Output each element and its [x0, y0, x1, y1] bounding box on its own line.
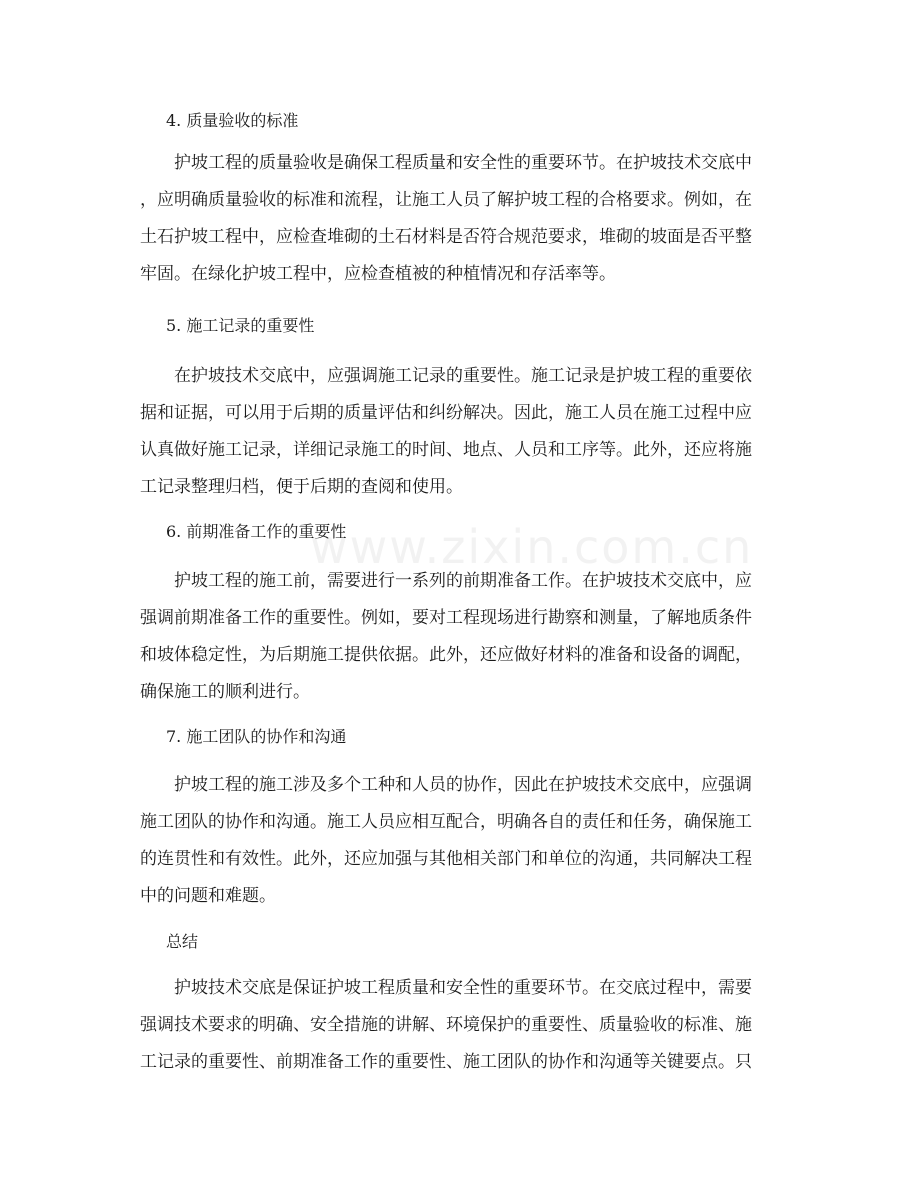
watermark: www.zixin.com.cn — [310, 520, 754, 574]
paragraph-line: 的连贯性和有效性。此外，还应加强与其他相关部门和单位的沟通，共同解决工程 — [140, 849, 752, 869]
paragraph-line: 中的问题和难题。 — [140, 886, 276, 906]
section-paragraph-7 — [140, 767, 790, 915]
section-heading-4: 4. 质量验收的标准 — [166, 111, 299, 130]
paragraph-line: 强调技术要求的明确、安全措施的讲解、环境保护的重要性、质量验收的标准、施 — [140, 1015, 752, 1035]
section-heading-7: 7. 施工团队的协作和沟通 — [166, 727, 347, 746]
section-heading-5: 5. 施工记录的重要性 — [166, 316, 315, 335]
section-paragraph-5 — [140, 358, 790, 506]
summary-paragraph — [140, 970, 790, 1081]
paragraph-line: 土石护坡工程中，应检查堆砌的土石材料是否符合规范要求，堆砌的坡面是否平整 — [140, 227, 752, 247]
paragraph-line: 在护坡技术交底中，应强调施工记录的重要性。施工记录是护坡工程的重要依 — [140, 366, 752, 386]
paragraph-line: 牢固。在绿化护坡工程中，应检查植被的种植情况和存活率等。 — [140, 264, 616, 284]
paragraph-line: 护坡工程的施工涉及多个工种和人员的协作，因此在护坡技术交底中，应强调 — [140, 775, 752, 795]
paragraph-line: 据和证据，可以用于后期的质量评估和纠纷解决。因此，施工人员在施工过程中应 — [140, 403, 752, 423]
paragraph-line: 工记录的重要性、前期准备工作的重要性、施工团队的协作和沟通等关键要点。只 — [140, 1052, 752, 1072]
section-paragraph-6 — [140, 563, 790, 711]
section-heading-6: 6. 前期准备工作的重要性 — [166, 522, 347, 541]
paragraph-line: 确保施工的顺利进行。 — [140, 682, 310, 702]
paragraph-line: 工记录整理归档，便于后期的查阅和使用。 — [140, 477, 463, 497]
paragraph-line: 和坡体稳定性，为后期施工提供依据。此外，还应做好材料的准备和设备的调配， — [140, 645, 752, 665]
paragraph-line: ，应明确质量验收的标准和流程，让施工人员了解护坡工程的合格要求。例如，在 — [140, 190, 752, 210]
summary-heading: 总结 — [166, 932, 199, 951]
paragraph-line: 护坡工程的施工前，需要进行一系列的前期准备工作。在护坡技术交底中，应 — [140, 571, 752, 591]
paragraph-line: 认真做好施工记录，详细记录施工的时间、地点、人员和工序等。此外，还应将施 — [140, 440, 752, 460]
paragraph-line: 护坡工程的质量验收是确保工程质量和安全性的重要环节。在护坡技术交底中 — [140, 153, 752, 173]
paragraph-line: 施工团队的协作和沟通。施工人员应相互配合，明确各自的责任和任务，确保施工 — [140, 812, 752, 832]
paragraph-line: 强调前期准备工作的重要性。例如，要对工程现场进行勘察和测量，了解地质条件 — [140, 608, 752, 628]
paragraph-line: 护坡技术交底是保证护坡工程质量和安全性的重要环节。在交底过程中，需要 — [140, 978, 752, 998]
section-paragraph-4 — [140, 145, 790, 293]
